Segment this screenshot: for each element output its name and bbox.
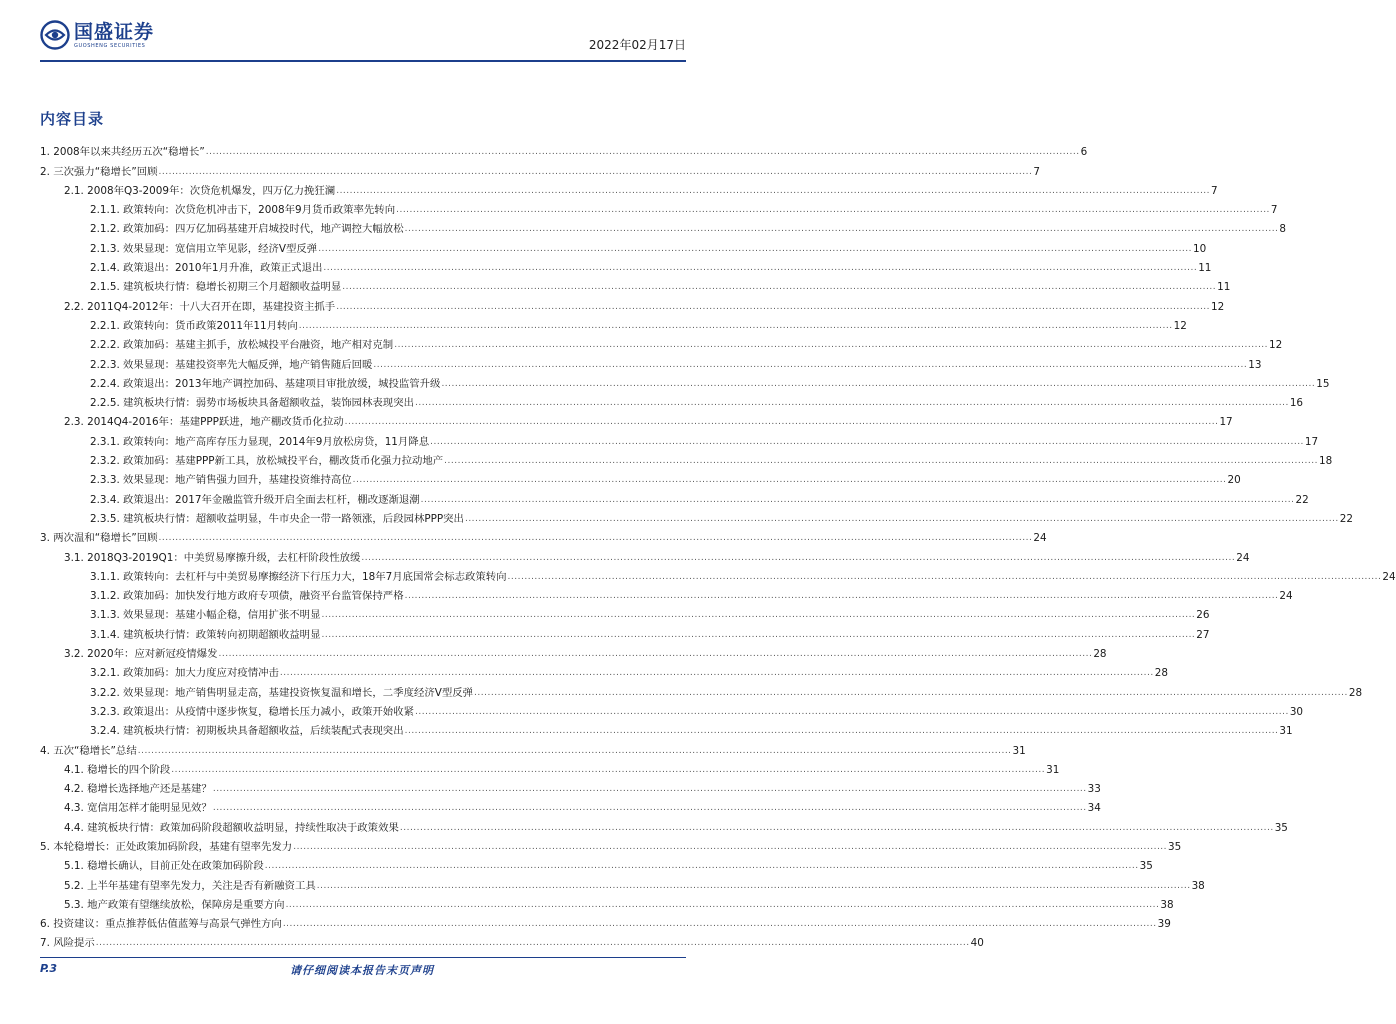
toc-entry[interactable] <box>40 140 1088 159</box>
toc-leader-dots: .................................................................................................................................................................................................................................................................... <box>430 436 1304 447</box>
toc-entry[interactable] <box>40 622 1210 641</box>
company-name-en: GUOSHENG SECURITIES <box>74 42 146 49</box>
toc-entry-title: 2.1.2. 政策加码：四万亿加码基建开启城投时代，地产调控大幅放松 <box>90 223 404 236</box>
toc-leader-dots: .................................................................................................................................................................................................................................................................... <box>441 378 1316 389</box>
toc-entry[interactable] <box>40 661 1168 680</box>
toc-entry-page: 24 <box>1236 551 1250 564</box>
toc-entry[interactable] <box>40 217 1287 236</box>
toc-entry-page: 34 <box>1087 802 1101 815</box>
toc-entry-page: 18 <box>1319 455 1333 468</box>
toc-leader-dots: .................................................................................................................................................................................................................................................................... <box>396 205 1270 216</box>
toc-entry-page: 8 <box>1279 223 1287 236</box>
toc-entry[interactable] <box>40 642 1107 661</box>
toc-entry-page: 28 <box>1348 686 1363 699</box>
toc-entry-page: 22 <box>1295 493 1309 506</box>
toc-entry[interactable] <box>40 603 1210 622</box>
toc-entry[interactable] <box>40 565 1396 584</box>
toc-leader-dots: .................................................................................................................................................................................................................................................................... <box>507 571 1382 582</box>
toc-entry-page: 24 <box>1033 532 1047 545</box>
toc-entry-title: 3.1.4. 建筑板块行情：政策转向初期超额收益明显 <box>90 628 321 641</box>
toc-entry-page: 6 <box>1080 146 1088 159</box>
toc-entry-page: 16 <box>1289 397 1304 410</box>
toc-entry[interactable] <box>40 333 1283 352</box>
toc-entry-page: 12 <box>1173 319 1187 332</box>
toc-leader-dots: .................................................................................................................................................................................................................................................................... <box>399 822 1274 833</box>
toc-entry[interactable] <box>40 275 1231 294</box>
toc-entry-page: 17 <box>1304 435 1319 448</box>
toc-entry-title: 2.3.4. 政策退出：2017年金融监管升级开启全面去杠杆，棚改逐渐退潮 <box>90 493 420 506</box>
company-name: 国盛证券 <box>74 20 155 43</box>
toc-entry-page: 31 <box>1012 744 1026 757</box>
toc-leader-dots: .................................................................................................................................................................................................................................................................... <box>352 475 1227 486</box>
toc-entry-title: 2.2.2. 政策加码：基建主抓手，放松城投平台融资，地产相对克制 <box>90 339 394 352</box>
toc-entry-title: 4. 五次“稳增长”总结 <box>40 744 137 757</box>
toc-entry[interactable] <box>40 179 1218 198</box>
toc-entry[interactable] <box>40 796 1101 815</box>
toc-leader-dots: .................................................................................................................................................................................................................................................................... <box>336 301 1211 312</box>
toc-entry[interactable] <box>40 526 1047 545</box>
toc-entry-page: 28 <box>1093 648 1107 661</box>
toc-entry-title: 7. 风险提示 <box>40 937 95 950</box>
toc-leader-dots: .................................................................................................................................................................................................................................................................... <box>404 224 1279 235</box>
toc-leader-dots: .................................................................................................................................................................................................................................................................... <box>323 263 1198 274</box>
toc-entry-page: 17 <box>1219 416 1233 429</box>
toc-entry-page: 11 <box>1198 262 1212 275</box>
toc-leader-dots: .................................................................................................................................................................................................................................................................... <box>373 359 1248 370</box>
toc-leader-dots: .................................................................................................................................................................................................................................................................... <box>474 687 1348 698</box>
toc-leader-dots: .................................................................................................................................................................................................................................................................... <box>318 243 1193 254</box>
toc-entry[interactable] <box>40 719 1293 738</box>
toc-entry[interactable] <box>40 700 1304 719</box>
toc-entry-page: 11 <box>1217 281 1231 294</box>
toc-leader-dots: .................................................................................................................................................................................................................................................................... <box>361 552 1236 563</box>
toc-entry-title: 3.1. 2018Q3-2019Q1：中美贸易摩擦升级，去杠杆阶段性放缓 <box>64 551 361 564</box>
toc-entry[interactable] <box>40 738 1026 757</box>
toc-entry[interactable] <box>40 410 1233 429</box>
toc-entry-page: 28 <box>1154 667 1168 680</box>
toc-entry-page: 35 <box>1139 860 1153 873</box>
toc-entry[interactable] <box>40 777 1101 796</box>
toc-entry-title: 5.3. 地产政策有望继续放松，保障房是重要方向 <box>64 898 285 911</box>
toc-entry-page: 31 <box>1046 763 1060 776</box>
toc-entry-page: 22 <box>1339 512 1354 525</box>
toc-entry-page: 38 <box>1160 898 1174 911</box>
toc-entry-title: 2.2.4. 政策退出：2013年地产调控加码、基建项目审批放缓，城投监管升级 <box>90 377 441 390</box>
page-number: P.3 <box>40 962 58 975</box>
toc-entry-title: 2.3.2. 政策加码：基建PPP新工具，放松城投平台，棚改货币化强力拉动地产 <box>90 455 444 468</box>
toc-entry-page: 31 <box>1279 725 1293 738</box>
toc-leader-dots: .................................................................................................................................................................................................................................................................... <box>298 320 1173 331</box>
toc-entry[interactable] <box>40 391 1304 410</box>
toc-entry-page: 35 <box>1168 840 1182 853</box>
toc-leader-dots: .................................................................................................................................................................................................................................................................... <box>264 861 1139 872</box>
toc-entry-title: 2.1. 2008年Q3-2009年：次贷危机爆发，四万亿力挽狂澜 <box>64 184 336 197</box>
toc-entry-page: 12 <box>1211 300 1225 313</box>
toc-entry-title: 2.1.4. 政策退出：2010年1月升准，政策正式退出 <box>90 262 323 275</box>
toc-entry[interactable] <box>40 449 1333 468</box>
toc-entry[interactable] <box>40 236 1207 255</box>
toc-leader-dots: .................................................................................................................................................................................................................................................................... <box>171 764 1046 775</box>
toc-entry[interactable] <box>40 835 1182 854</box>
toc-leader-dots: .................................................................................................................................................................................................................................................................... <box>404 591 1279 602</box>
toc-leader-dots: .................................................................................................................................................................................................................................................................... <box>158 166 1033 177</box>
toc-leader-dots: .................................................................................................................................................................................................................................................................... <box>342 282 1217 293</box>
toc-entry[interactable] <box>40 680 1363 699</box>
toc-entry-title: 4.4. 建筑板块行情：政策加码阶段超额收益明显，持续性取决于政策效果 <box>64 821 399 834</box>
toc-entry-page: 7 <box>1033 165 1040 178</box>
toc-leader-dots: .................................................................................................................................................................................................................................................................... <box>212 784 1087 795</box>
company-logo <box>40 20 154 50</box>
toc-leader-dots: .................................................................................................................................................................................................................................................................... <box>321 610 1196 621</box>
toc-entry[interactable] <box>40 352 1262 371</box>
toc-entry-title: 3.2.4. 建筑板块行情：初期板块具备超额收益，后续装配式表现突出 <box>90 725 404 738</box>
toc-leader-dots: .................................................................................................................................................................................................................................................................... <box>420 494 1295 505</box>
toc-entry-page: 38 <box>1191 879 1205 892</box>
toc-leader-dots: .................................................................................................................................................................................................................................................................... <box>344 417 1219 428</box>
toc-leader-dots: .................................................................................................................................................................................................................................................................... <box>285 899 1160 910</box>
toc-entry-page: 20 <box>1227 474 1241 487</box>
toc-entry-page: 30 <box>1289 705 1304 718</box>
toc-leader-dots: .................................................................................................................................................................................................................................................................... <box>321 629 1196 640</box>
toc-entry-page: 27 <box>1196 628 1210 641</box>
toc-title: 内容目录 <box>40 110 105 128</box>
toc-entry-title: 3.1.3. 效果显现：基建小幅企稳，信用扩张不明显 <box>90 609 321 622</box>
toc-entry-page: 24 <box>1279 590 1293 603</box>
toc-entry-page: 40 <box>970 937 984 950</box>
toc-leader-dots: .................................................................................................................................................................................................................................................................... <box>158 533 1033 544</box>
toc-entry-title: 2. 三次强力“稳增长”回顾 <box>40 165 158 178</box>
guosheng-logo-icon <box>40 20 70 50</box>
toc-entry-title: 2.1.3. 效果显现：宽信用立竿见影，经济V型反弹 <box>90 242 318 255</box>
toc-entry-title: 2.2. 2011Q4-2012年：十八大召开在即，基建投资主抓手 <box>64 300 336 313</box>
toc-entry-page: 39 <box>1157 918 1171 931</box>
table-of-contents <box>40 140 1396 950</box>
toc-entry-page: 35 <box>1274 821 1288 834</box>
footer-divider <box>40 957 686 958</box>
toc-entry[interactable] <box>40 256 1212 275</box>
toc-entry-title: 2.3.5. 建筑板块行情：超额收益明显，牛市央企一带一路领涨，后段园林PPP突出 <box>90 512 464 525</box>
toc-leader-dots: .................................................................................................................................................................................................................................................................... <box>212 803 1087 814</box>
toc-entry[interactable] <box>40 584 1293 603</box>
toc-leader-dots: .................................................................................................................................................................................................................................................................... <box>404 726 1279 737</box>
toc-entry-page: 12 <box>1269 339 1283 352</box>
toc-leader-dots: .................................................................................................................................................................................................................................................................... <box>414 398 1289 409</box>
toc-entry[interactable] <box>40 294 1225 313</box>
toc-entry-title: 2.1.5. 建筑板块行情：稳增长初期三个月超额收益明显 <box>90 281 342 294</box>
toc-entry[interactable] <box>40 931 984 950</box>
toc-entry-title: 3.2. 2020年：应对新冠疫情爆发 <box>64 648 218 661</box>
footer-disclaimer: 请仔细阅读本报告末页声明 <box>290 964 434 977</box>
header-divider <box>40 60 686 62</box>
toc-entry-page: 13 <box>1248 358 1262 371</box>
toc-entry[interactable] <box>40 159 1040 178</box>
toc-entry-title: 3.2.3. 政策退出：从疫情中逐步恢复，稳增长压力减小，政策开始收紧 <box>90 705 414 718</box>
toc-leader-dots: .................................................................................................................................................................................................................................................................... <box>414 706 1289 717</box>
toc-entry[interactable] <box>40 468 1241 487</box>
toc-entry-title: 3.2.2. 效果显现：地产销售明显走高，基建投资恢复温和增长，二季度经济V型反弹 <box>90 686 474 699</box>
toc-entry[interactable] <box>40 545 1250 564</box>
toc-entry-title: 5. 本轮稳增长：正处政策加码阶段，基建有望率先发力 <box>40 840 293 853</box>
toc-entry-title: 3.2.1. 政策加码：加大力度应对疫情冲击 <box>90 667 279 680</box>
toc-leader-dots: .................................................................................................................................................................................................................................................................... <box>279 668 1154 679</box>
toc-entry-title: 5.2. 上半年基建有望率先发力，关注是否有新融资工具 <box>64 879 316 892</box>
toc-leader-dots: .................................................................................................................................................................................................................................................................... <box>282 919 1157 930</box>
toc-entry-page: 24 <box>1382 570 1396 583</box>
toc-entry[interactable] <box>40 429 1319 448</box>
toc-entry-page: 26 <box>1196 609 1210 622</box>
toc-entry-title: 2.3. 2014Q4-2016年：基建PPP跃进，地产棚改货币化拉动 <box>64 416 344 429</box>
toc-entry[interactable] <box>40 487 1309 506</box>
toc-entry-title: 5.1. 稳增长确认，目前正处在政策加码阶段 <box>64 860 264 873</box>
toc-leader-dots: .................................................................................................................................................................................................................................................................... <box>95 938 970 949</box>
toc-leader-dots: .................................................................................................................................................................................................................................................................... <box>336 185 1211 196</box>
toc-entry-title: 2.2.3. 效果显现：基建投资率先大幅反弹，地产销售随后回暖 <box>90 358 373 371</box>
toc-entry-title: 2.1.1. 政策转向：次贷危机冲击下，2008年9月货币政策率先转向 <box>90 204 396 217</box>
toc-leader-dots: .................................................................................................................................................................................................................................................................... <box>444 456 1318 467</box>
toc-leader-dots: .................................................................................................................................................................................................................................................................... <box>205 147 1080 158</box>
toc-entry[interactable] <box>40 372 1330 391</box>
toc-leader-dots: .................................................................................................................................................................................................................................................................... <box>293 841 1168 852</box>
toc-entry-page: 10 <box>1193 242 1207 255</box>
toc-entry-title: 3. 两次温和“稳增长”回顾 <box>40 532 158 545</box>
toc-entry[interactable] <box>40 873 1205 892</box>
toc-entry-page: 7 <box>1211 184 1218 197</box>
toc-entry[interactable] <box>40 893 1174 912</box>
toc-entry-title: 2.3.1. 政策转向：地产高库存压力显现，2014年9月放松房贷，11月降息 <box>90 435 430 448</box>
toc-entry[interactable] <box>40 507 1354 526</box>
toc-entry-title: 2.2.1. 政策转向：货币政策2011年11月转向 <box>90 319 298 332</box>
toc-entry[interactable] <box>40 815 1288 834</box>
toc-leader-dots: .................................................................................................................................................................................................................................................................... <box>464 513 1339 524</box>
toc-entry[interactable] <box>40 854 1153 873</box>
page-header <box>40 18 686 60</box>
toc-entry-title: 4.3. 宽信用怎样才能明显见效？ <box>64 802 212 815</box>
toc-entry-page: 7 <box>1270 204 1278 217</box>
toc-leader-dots: .................................................................................................................................................................................................................................................................... <box>394 340 1269 351</box>
toc-leader-dots: .................................................................................................................................................................................................................................................................... <box>137 745 1012 756</box>
toc-entry-title: 4.1. 稳增长的四个阶段 <box>64 763 171 776</box>
toc-entry-title: 4.2. 稳增长选择地产还是基建？ <box>64 783 212 796</box>
toc-entry-title: 3.1.2. 政策加码：加快发行地方政府专项债，融资平台监管保持严格 <box>90 590 404 603</box>
toc-entry[interactable] <box>40 314 1187 333</box>
toc-entry[interactable] <box>40 198 1278 217</box>
toc-entry-title: 3.1.1. 政策转向：去杠杆与中美贸易摩擦经济下行压力大，18年7月底国常会标志政策转向 <box>90 570 507 583</box>
toc-entry-title: 6. 投资建议：重点推荐低估值蓝筹与高景气弹性方向 <box>40 918 282 931</box>
report-date: 2022年02月17日 <box>588 38 686 52</box>
toc-entry[interactable] <box>40 758 1060 777</box>
toc-entry-title: 2.3.3. 效果显现：地产销售强力回升，基建投资维持高位 <box>90 474 352 487</box>
toc-entry[interactable] <box>40 912 1171 931</box>
toc-entry-title: 2.2.5. 建筑板块行情：弱势市场板块具备超额收益，装饰园林表现突出 <box>90 397 414 410</box>
toc-entry-title: 1. 2008年以来共经历五次“稳增长” <box>40 146 205 159</box>
toc-entry-page: 15 <box>1316 377 1330 390</box>
toc-entry-page: 33 <box>1087 783 1101 796</box>
toc-leader-dots: .................................................................................................................................................................................................................................................................... <box>316 880 1191 891</box>
toc-leader-dots: .................................................................................................................................................................................................................................................................... <box>218 649 1093 660</box>
